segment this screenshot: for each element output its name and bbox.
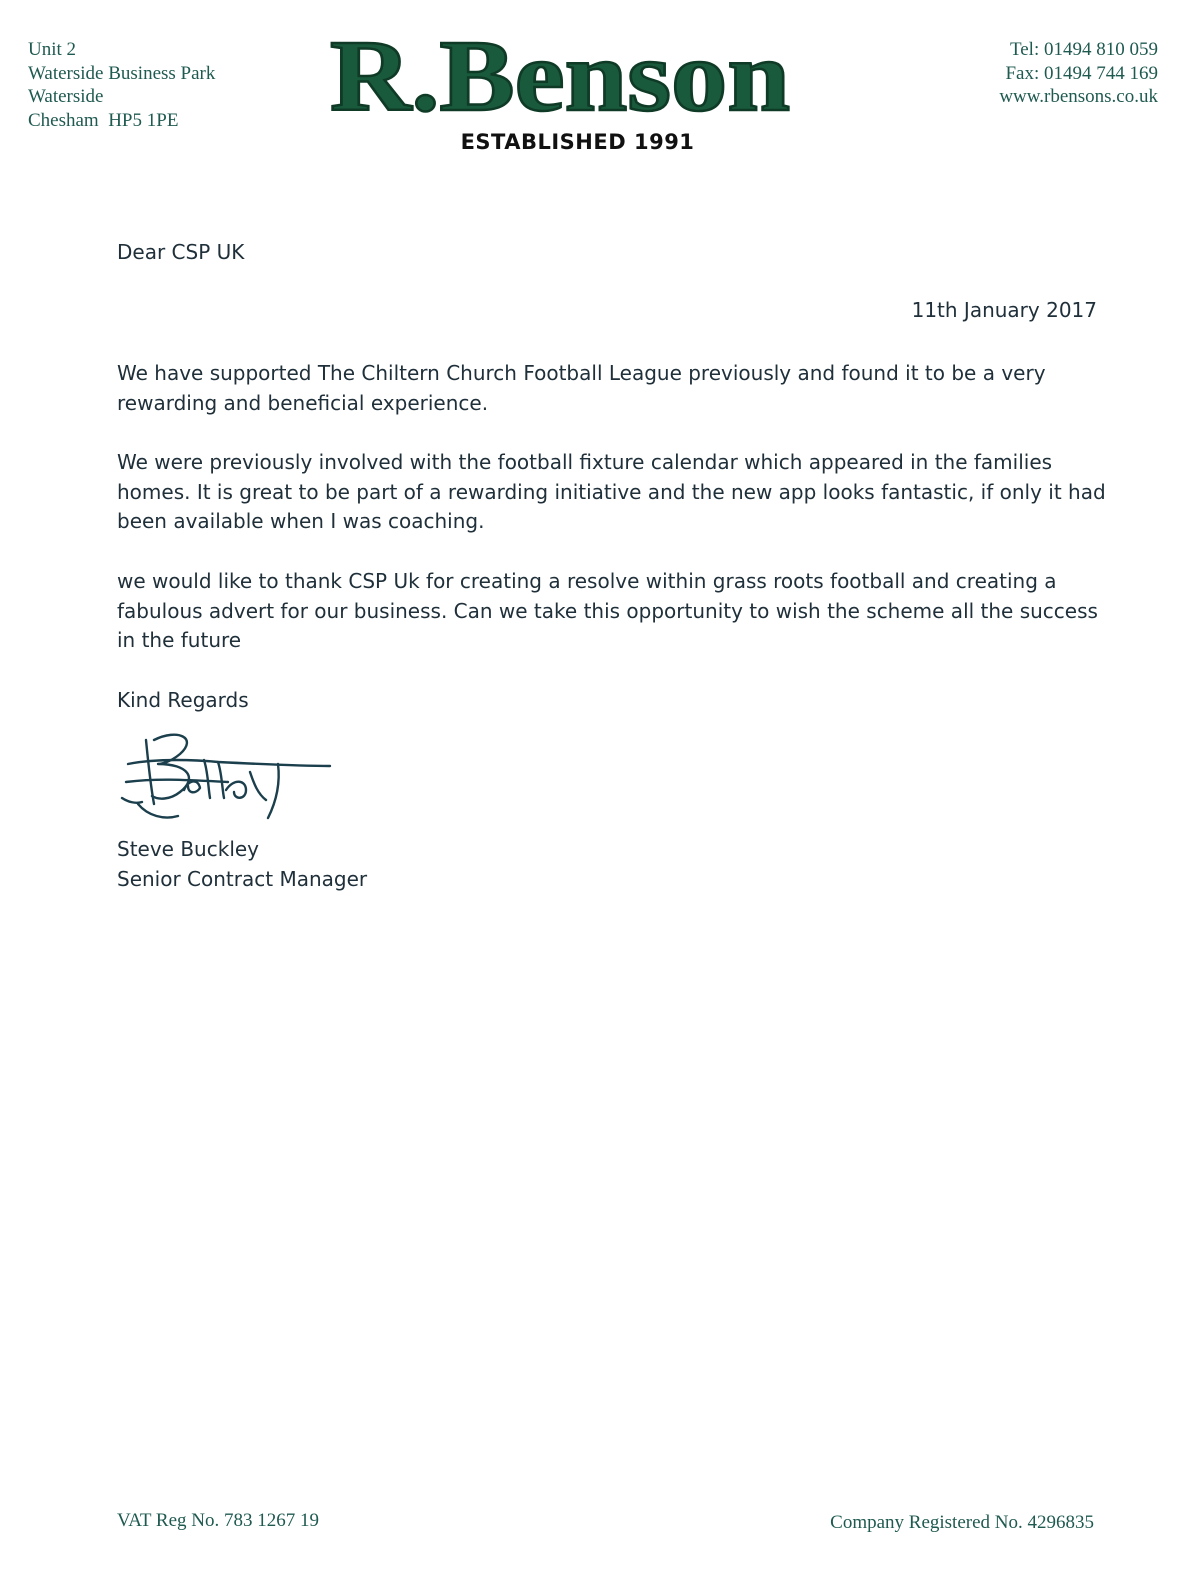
signer-name: Steve Buckley (117, 837, 260, 861)
body-paragraph: We have supported The Chiltern Church Football League previously and found it to be a very rewarding and beneficial experience. (117, 361, 1046, 415)
signer-title: Senior Contract Manager (117, 867, 368, 891)
website: www.rbensons.co.uk (999, 86, 1158, 107)
fax: Fax: 01494 744 169 (1005, 62, 1158, 84)
handwritten-signature (118, 720, 338, 830)
letter-date: 11th January 2017 (911, 298, 1097, 322)
company-contact (999, 38, 1158, 109)
salutation: Dear CSP UK (117, 240, 245, 264)
vat-registration: VAT Reg No. 783 1267 19 (117, 1510, 319, 1531)
telephone: Tel: 01494 810 059 (1009, 39, 1158, 60)
company-registration: Company Registered No. 4296835 (830, 1512, 1094, 1533)
logo-wordmark: R.Benson (330, 20, 790, 133)
address-line: Chesham HP5 1PE (28, 109, 179, 131)
address-line: Waterside Business Park (28, 62, 216, 84)
body-paragraph: we would like to thank CSP Uk for creating a resolve within grass roots football and creating a fabulous advert for our business. Can we take this opportunity to wish the scheme all the success in the future (117, 569, 1098, 652)
company-address (28, 38, 215, 132)
closing: Kind Regards (117, 688, 249, 712)
established-tagline: ESTABLISHED 1991 (460, 130, 695, 154)
body-paragraph: We were previously involved with the football fixture calendar which appeared in the families homes. It is great to be part of a rewarding initiative and the new app looks fantastic, if only it had been available when I was coaching. (117, 450, 1106, 533)
address-line: Unit 2 (28, 39, 77, 60)
address-line: Waterside (28, 86, 104, 107)
company-logo (330, 18, 800, 138)
